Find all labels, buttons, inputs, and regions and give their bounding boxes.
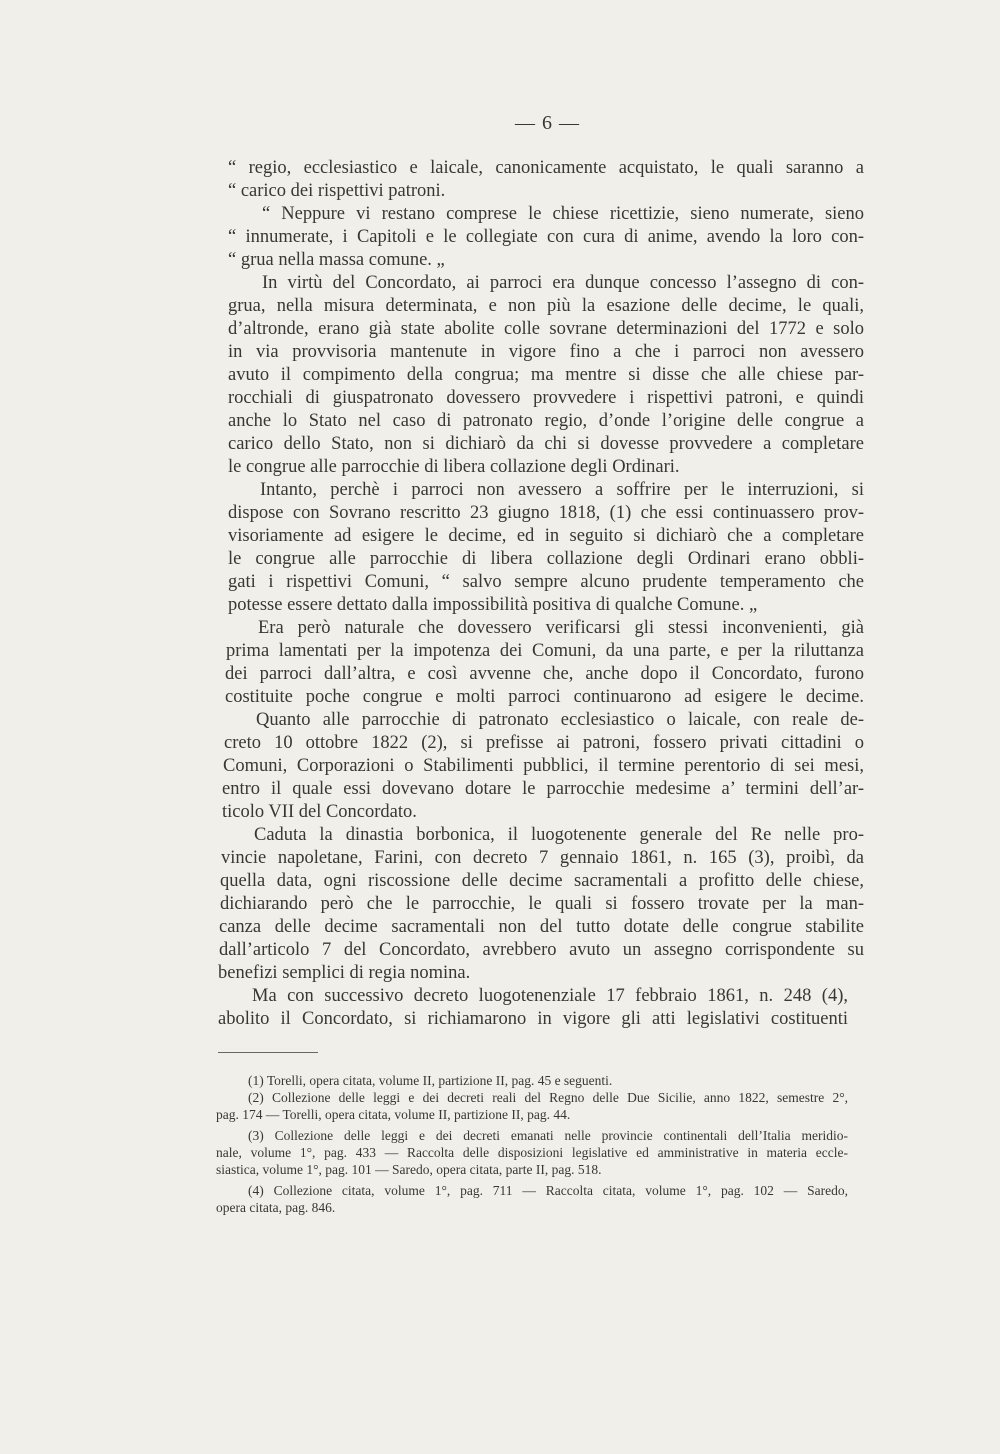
text-line: “ carico dei rispettivi patroni.	[228, 181, 446, 201]
footnote-line: (4) Collezione citata, volume 1°, pag. 711 — Raccolta citata, volume 1°, pag. 102 — Saredo,	[248, 1183, 848, 1198]
text-line: Quanto alle parrocchie di patronato ecclesiastico o laicale, con reale de-	[256, 710, 864, 730]
text-line: abolito il Concordato, si richiamarono in vigore gli atti legislativi costituenti	[218, 1009, 848, 1029]
footnote-line: nale, volume 1°, pag. 433 — Raccolta delle disposizioni legislative ed amministrative in materia eccle-	[216, 1145, 848, 1160]
text-line: vincie napoletane, Farini, con decreto 7 gennaio 1861, n. 165 (3), proibì, da	[221, 848, 864, 868]
text-line: costituite poche congrue e molti parroci continuarono ad esigere le decime.	[225, 687, 864, 707]
text-line: In virtù del Concordato, ai parroci era dunque concesso l’assegno di con-	[262, 273, 864, 293]
text-line: dispose con Sovrano rescritto 23 giugno 1818, (1) che essi continuassero prov-	[228, 503, 864, 523]
text-line: ticolo VII del Concordato.	[222, 802, 417, 822]
text-line: Caduta la dinastia borbonica, il luogotenente generale del Re nelle pro-	[254, 825, 864, 845]
text-line: potesse essere dettato dalla impossibilità positiva di qualche Comune. „	[228, 595, 758, 615]
text-line: dall’articolo 7 del Concordato, avrebbero avuto un assegno corrispondente su	[219, 940, 864, 960]
text-line: creto 10 ottobre 1822 (2), si prefisse ai patroni, fossero privati cittadini o	[224, 733, 864, 753]
text-line: canza delle decime sacramentali non del tutto dotate delle congrue stabilite	[219, 917, 864, 937]
footnote-line: (1) Torelli, opera citata, volume II, partizione II, pag. 45 e seguenti.	[248, 1073, 613, 1088]
page-number: — 6 —	[515, 112, 580, 134]
text-line: rocchiali di giuspatronato dovessero provvedere i rispettivi patroni, e quindi	[228, 388, 864, 408]
text-line: benefizi semplici di regia nomina.	[218, 963, 471, 983]
text-line: le congrue alle parrocchie di libera collazione degli Ordinari erano obbli-	[228, 549, 864, 569]
text-line: prima lamentati per la impotenza dei Comuni, da una parte, e per la riluttanza	[226, 641, 864, 661]
text-line: anche lo Stato nel caso di patronato regio, d’onde l’origine delle congrue a	[228, 411, 864, 431]
text-line: le congrue alle parrocchie di libera collazione degli Ordinari.	[228, 457, 680, 477]
footnote-line: siastica, volume 1°, pag. 101 — Saredo, opera citata, parte II, pag. 518.	[216, 1162, 602, 1177]
text-line: “ innumerate, i Capitoli e le collegiate con cura di anime, avendo la loro con-	[228, 227, 864, 247]
text-line: carico dello Stato, non si dichiarò da chi si dovesse provvedere a completare	[228, 434, 864, 454]
text-line: Ma con successivo decreto luogotenenziale 17 febbraio 1861, n. 248 (4),	[252, 986, 848, 1006]
footnote-divider	[218, 1052, 318, 1053]
text-line: Intanto, perchè i parroci non avessero a soffrire per le interruzioni, si	[260, 480, 864, 500]
text-line: in via provvisoria mantenute in vigore fino a che i parroci non avessero	[228, 342, 864, 362]
footnote-line: pag. 174 — Torelli, opera citata, volume II, partizione II, pag. 44.	[216, 1107, 571, 1122]
text-line: Era però naturale che dovessero verificarsi gli stessi inconvenienti, già	[258, 618, 864, 638]
text-line: gati i rispettivi Comuni, “ salvo sempre alcuno prudente temperamento che	[228, 572, 864, 592]
text-line: “ Neppure vi restano comprese le chiese ricettizie, sieno numerate, sieno	[262, 204, 864, 224]
text-line: avuto il compimento della congrua; ma mentre si disse che alle chiese par-	[228, 365, 864, 385]
text-line: Comuni, Corporazioni o Stabilimenti pubblici, il termine perentorio di sei mesi,	[223, 756, 864, 776]
text-line: dichiarando però che le parrocchie, le quali si fossero trovate per la man-	[220, 894, 864, 914]
text-line: d’altronde, erano già state abolite colle sovrane determinazioni del 1772 e solo	[228, 319, 864, 339]
text-line: “ regio, ecclesiastico e laicale, canonicamente acquistato, le quali saranno a	[228, 158, 864, 178]
text-line: quella data, ogni riscossione delle decime sacramentali a profitto delle chiese,	[220, 871, 864, 891]
text-line: entro il quale essi dovevano dotare le parrocchie medesime a’ termini dell’ar-	[222, 779, 864, 799]
footnote-line: opera citata, pag. 846.	[216, 1200, 336, 1215]
text-line: visoriamente ad esigere le decime, ed in seguito si dichiarò che a completare	[228, 526, 864, 546]
footnote-line: (2) Collezione delle leggi e dei decreti reali del Regno delle Due Sicilie, anno 1822, semestre 2°,	[248, 1090, 848, 1105]
text-line: grua, nella misura determinata, e non più la esazione delle decime, le quali,	[228, 296, 864, 316]
footnote-line: (3) Collezione delle leggi e dei decreti emanati nelle provincie continentali dell’Italia meridio-	[248, 1128, 848, 1143]
text-line: dei parroci dall’altra, e così avvenne che, anche dopo il Concordato, furono	[225, 664, 864, 684]
text-line: “ grua nella massa comune. „	[228, 250, 445, 270]
